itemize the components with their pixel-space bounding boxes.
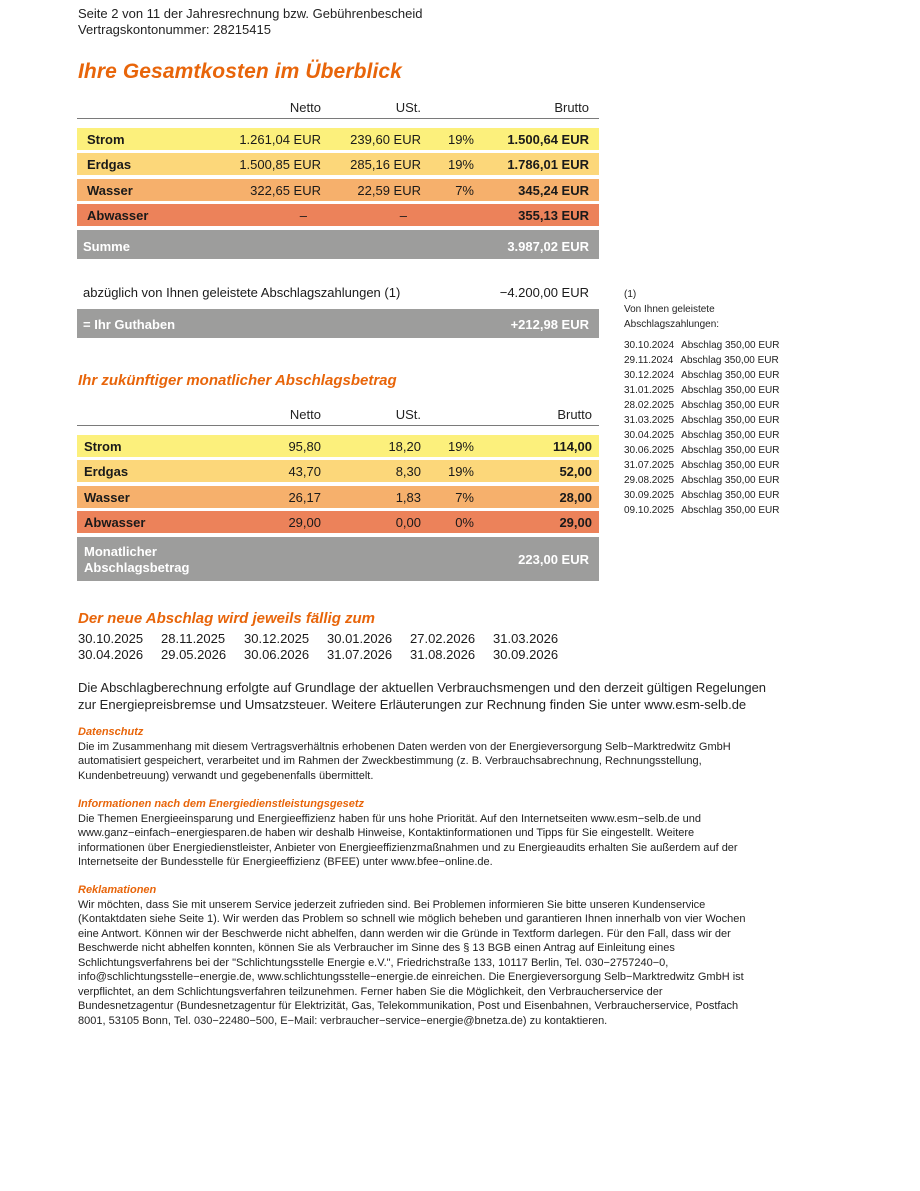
- due-date: 27.02.2026: [410, 631, 476, 646]
- col-netto: Netto: [289, 407, 321, 422]
- row-netto: –: [299, 208, 307, 223]
- col-netto: Netto: [289, 100, 321, 115]
- credit-value: +212,98 EUR: [510, 317, 589, 332]
- row-brutto: 355,13 EUR: [518, 208, 589, 223]
- payment-item: [624, 353, 779, 368]
- col-ust: USt.: [395, 100, 421, 115]
- row-ust: 239,60 EUR: [350, 131, 421, 147]
- row-rate: 7%: [455, 489, 474, 505]
- monthly-title: Ihr zukünftiger monatlicher Abschlagsbetrag: [78, 372, 397, 389]
- row-label: Strom: [84, 438, 122, 454]
- row-label: Strom: [87, 131, 125, 147]
- overview-table: [77, 95, 599, 338]
- payment-date: 28.02.2025: [624, 400, 675, 411]
- footnote-marker: (1): [624, 289, 637, 300]
- overview-sum-row: [77, 230, 599, 259]
- row-ust: 285,16 EUR: [350, 157, 421, 172]
- row-ust: –: [399, 208, 407, 223]
- sum-value: 3.987,02 EUR: [507, 239, 589, 254]
- section-line: (Kontaktdaten siehe Seite 1). Wir werden das Problem so schnell wie möglich beheben und garantieren Ihnen innerhalb von vier Wochen: [78, 913, 746, 925]
- monthly-sum-label-line1: Monatlicher: [84, 544, 157, 559]
- due-date: 30.09.2026: [493, 647, 559, 662]
- sum-label: Summe: [83, 239, 130, 254]
- overview-title: Ihre Gesamtkosten im Überblick: [78, 60, 402, 83]
- row-ust: 0,00: [395, 515, 421, 530]
- due-dates-row: [78, 631, 576, 647]
- row-label: Erdgas: [87, 157, 132, 172]
- due-date: 29.05.2026: [161, 647, 227, 662]
- payment-date: 09.10.2025: [624, 505, 675, 516]
- payment-date: 29.08.2025: [624, 475, 675, 486]
- monthly-row-strom: [77, 435, 599, 457]
- payment-text: Abschlag 350,00 EUR: [681, 370, 780, 381]
- overview-row-erdgas: [77, 153, 599, 175]
- monthly-sum-label: [84, 544, 189, 576]
- monthly-sum-row: [77, 537, 599, 581]
- payment-text: Abschlag 350,00 EUR: [681, 415, 780, 426]
- monthly-row-erdgas: [77, 460, 599, 482]
- payment-item: [624, 443, 779, 458]
- page-header: [78, 6, 423, 38]
- row-rate: 0%: [455, 515, 474, 530]
- payment-date: 31.03.2025: [624, 415, 675, 426]
- payment-item: [624, 413, 779, 428]
- section-line: Wir möchten, dass Sie mit unserem Service jederzeit zufrieden sind. Bei Problemen informieren Sie bitte unseren Kundenservice: [78, 898, 706, 911]
- explanation-paragraph: [78, 679, 818, 713]
- section-line: Beschwerde nicht abhelfen konnten, können Sie als Verbraucher im Sinne des § 13 BGB einen Antrag auf Einleitung eines: [78, 942, 675, 954]
- due-dates-title: Der neue Abschlag wird jeweils fällig zum: [78, 610, 376, 627]
- section-title: Datenschutz: [78, 726, 144, 738]
- overview-table-header: [77, 95, 599, 119]
- due-date: 30.06.2026: [244, 647, 310, 662]
- row-ust: 8,30: [395, 464, 421, 479]
- monthly-table-header: [77, 402, 599, 426]
- row-rate: 19%: [447, 157, 474, 172]
- payments-note-line2: Abschlagszahlungen:: [624, 319, 720, 330]
- row-brutto: 28,00: [559, 489, 592, 505]
- monthly-row-abwasser: [77, 511, 599, 533]
- due-date: 30.12.2025: [244, 631, 310, 646]
- row-netto: 43,70: [288, 464, 321, 479]
- payment-text: Abschlag 350,00 EUR: [681, 430, 780, 441]
- monthly-row-wasser: [77, 486, 599, 508]
- section-line: www.ganz−einfach−energiesparen.de haben wir deshalb Hinweise, Kontaktinformationen und Tipps für Sie eingestellt. Weitere: [78, 827, 695, 839]
- payment-item: [624, 488, 779, 503]
- row-rate: 7%: [455, 182, 474, 198]
- due-date: 30.10.2025: [78, 631, 144, 646]
- payment-text: Abschlag 350,00 EUR: [681, 385, 780, 396]
- section-line: Bundesnetzagentur (Bundesnetzagentur für Elektrizität, Gas, Telekommunikation, Post und Eisenbahnen, Verbraucherservice, Postfach: [78, 1000, 739, 1012]
- due-date: 31.08.2026: [410, 647, 476, 662]
- due-date: 31.03.2026: [493, 631, 559, 646]
- section-line: info@schlichtungsstelle−energie.de, www.schlichtungsstelle−energie.de einreichen. Die Energieversorgung Selb−Marktredwitz GmbH ist: [78, 971, 744, 983]
- section-line: eine Antwort. Können wir der Beschwerde nicht abhelfen, dann werden wir die Gründe in Textform darlegen. Für den Fall, dass wir der: [78, 927, 731, 940]
- row-brutto: 345,24 EUR: [518, 182, 589, 198]
- credit-row: [77, 309, 599, 338]
- payment-date: 30.09.2025: [624, 490, 675, 501]
- section-line: Die im Zusammenhang mit diesem Vertragsverhältnis erhobenen Daten werden von der Energieversorgung Selb−Marktredwitz GmbH: [78, 740, 731, 753]
- row-brutto: 1.500,64 EUR: [507, 131, 589, 147]
- section-line: Kundenbetreuung) verwandt und gegebenenfalls übermittelt.: [78, 769, 374, 782]
- payment-date: 30.04.2025: [624, 430, 675, 441]
- payment-date: 31.07.2025: [624, 460, 675, 471]
- payment-date: 30.06.2025: [624, 445, 675, 456]
- monthly-sum-label-line2: Abschlagsbetrag: [84, 560, 190, 575]
- section-title: Informationen nach dem Energiedienstleistungsgesetz: [78, 798, 365, 810]
- due-date: 30.04.2026: [78, 647, 144, 662]
- row-brutto: 29,00: [559, 515, 592, 530]
- payments-note: [624, 287, 779, 518]
- row-netto: 29,00: [288, 515, 321, 530]
- row-netto: 1.500,85 EUR: [239, 157, 321, 172]
- payment-item: [624, 338, 779, 353]
- payment-text: Abschlag 350,00 EUR: [681, 445, 780, 456]
- payment-text: Abschlag 350,00 EUR: [681, 400, 780, 411]
- row-brutto: 1.786,01 EUR: [507, 157, 589, 172]
- row-ust: 22,59 EUR: [357, 182, 421, 198]
- row-rate: 19%: [447, 131, 474, 147]
- credit-label: = Ihr Guthaben: [83, 317, 176, 332]
- row-rate: 19%: [447, 438, 474, 454]
- section-datenschutz: [78, 725, 818, 783]
- payment-item: [624, 458, 779, 473]
- overview-row-abwasser: [77, 204, 599, 226]
- row-netto: 1.261,04 EUR: [239, 131, 321, 147]
- due-date: 30.01.2026: [327, 631, 393, 646]
- row-label: Wasser: [87, 182, 133, 198]
- row-netto: 322,65 EUR: [250, 182, 321, 198]
- payment-item: [624, 368, 779, 383]
- payment-item: [624, 428, 779, 443]
- due-dates: [78, 631, 576, 663]
- section-energiedienstleistungsgesetz: [78, 797, 818, 870]
- payment-text: Abschlag 350,00 EUR: [681, 505, 780, 516]
- row-label: Abwasser: [84, 515, 146, 530]
- section-line: automatisiert gespeichert, verarbeitet und im Rahmen der Zweckbestimmung (z. B. Verbrauchsabrechnung, Rechnungsstellung,: [78, 755, 702, 767]
- overview-row-wasser: [77, 179, 599, 201]
- section-line: Internetseite der Bundesstelle für Energieeffizienz (BFEE) unter www.bfee−online.de.: [78, 856, 493, 868]
- payment-date: 30.10.2024: [624, 340, 675, 351]
- section-line: Schlichtungsverfahrens bei der "Schlichtungsstelle Energie e.V.", Friedrichstraße 133, 10117 Berlin, Tel. 030−2757240−0,: [78, 956, 669, 969]
- section-line: 8001, 53105 Bonn, Tel. 030−22480−500, E−Mail: verbraucher−service−energie@bnetza.de) zu kontaktieren.: [78, 1014, 608, 1027]
- payment-text: Abschlag 350,00 EUR: [681, 340, 780, 351]
- deduction-row: [77, 279, 599, 307]
- payment-date: 30.12.2024: [624, 370, 675, 381]
- section-line: informationen über Energiedienstleister, Anbieter von Energieeffizienzmaßnahmen und zu Energieaudits erhalten Sie außerdem auf der: [78, 841, 738, 854]
- explanation-line: Die Abschlagberechnung erfolgte auf Grundlage der aktuellen Verbrauchsmengen und den derzeit gültigen Regelungen: [78, 680, 767, 695]
- section-line: verpflichtet, an dem Schlichtungsverfahren teilzunehmen. Ferner haben Sie die Möglichkeit, den Verbraucherservice der: [78, 985, 663, 998]
- row-netto: 26,17: [288, 489, 321, 505]
- due-date: 31.07.2026: [327, 647, 393, 662]
- payment-item: [624, 473, 779, 488]
- payment-item: [624, 383, 779, 398]
- due-dates-row: [78, 647, 576, 663]
- section-reklamationen: [78, 883, 818, 1028]
- section-line: Die Themen Energieeinsparung und Energieeffizienz haben für uns hohe Priorität. Auf den Internetseiten www.esm−selb.de und: [78, 812, 702, 825]
- row-label: Erdgas: [84, 464, 129, 479]
- page-info: Seite 2 von 11 der Jahresrechnung bzw. Gebührenbescheid: [78, 6, 423, 21]
- col-brutto: Brutto: [557, 407, 592, 422]
- row-netto: 95,80: [288, 438, 321, 454]
- overview-row-strom: [77, 128, 599, 150]
- deduction-label: abzüglich von Ihnen geleistete Abschlagszahlungen (1): [83, 285, 401, 300]
- payment-text: Abschlag 350,00 EUR: [681, 490, 780, 501]
- payment-text: Abschlag 350,00 EUR: [681, 475, 780, 486]
- due-date: 28.11.2025: [161, 631, 226, 646]
- col-brutto: Brutto: [554, 100, 589, 115]
- row-ust: 1,83: [395, 489, 421, 505]
- contract-account-number: Vertragskontonummer: 28215415: [78, 22, 271, 37]
- payments-note-line1: Von Ihnen geleistete: [624, 304, 715, 315]
- monthly-table: [77, 402, 599, 581]
- row-rate: 19%: [447, 464, 474, 479]
- deduction-value: −4.200,00 EUR: [499, 285, 589, 300]
- payment-item: [624, 503, 779, 518]
- col-ust: USt.: [395, 407, 421, 422]
- payment-item: [624, 398, 779, 413]
- row-ust: 18,20: [388, 438, 421, 454]
- payment-date: 31.01.2025: [624, 385, 675, 396]
- row-brutto: 52,00: [559, 464, 592, 479]
- payment-text: Abschlag 350,00 EUR: [680, 355, 779, 366]
- section-title: Reklamationen: [78, 884, 157, 896]
- monthly-sum-value: 223,00 EUR: [518, 552, 589, 567]
- row-label: Wasser: [84, 489, 130, 505]
- explanation-line: zur Energiepreisbremse und Umsatzsteuer. Weitere Erläuterungen zur Rechnung finden Sie unter www.esm-selb.de: [78, 697, 747, 712]
- row-brutto: 114,00: [552, 438, 592, 454]
- payment-text: Abschlag 350,00 EUR: [681, 460, 780, 471]
- row-label: Abwasser: [87, 208, 149, 223]
- payment-date: 29.11.2024: [624, 355, 674, 366]
